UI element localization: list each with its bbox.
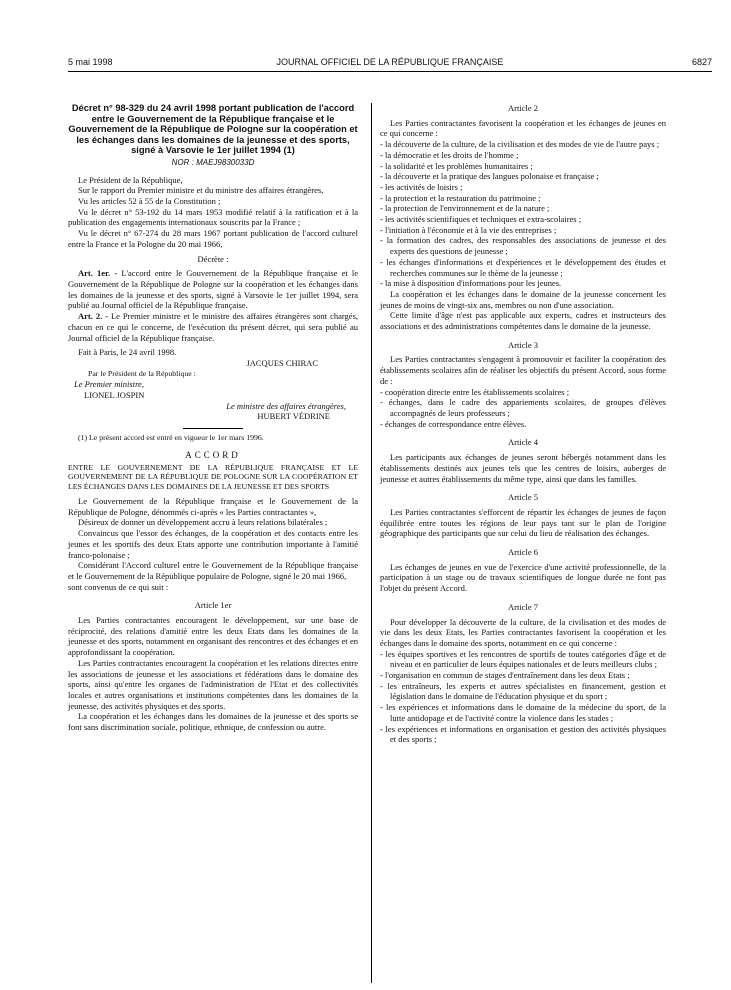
list-item: - les expériences et informations en organisation et gestion des activités physiques et des sports ; [380, 723, 666, 745]
accord-preamble-1: Le Gouvernement de la République française et le Gouvernement de la République de Pologne, dénommés ci-après « les Parties contractantes », [68, 496, 358, 517]
decree-article-1-text: L'accord entre le Gouvernement de la République française et le Gouvernement de la République de Pologne sur la coopération et les échanges dans les domaines de la jeunesse et des sports, signé à Varsovie le 1er juillet 1994, sera publié au Journal officiel de la République française. [68, 268, 358, 311]
accord-article-6-heading: Article 6 [508, 547, 538, 558]
list-item: - la protection de l'environnement et de la nature ; [380, 203, 550, 214]
nor-reference: NOR : MAEJ9830033D [171, 157, 255, 167]
accord-article-1-para-3: La coopération et les échanges dans les domaines de la jeunesse et des sports se font sans discrimination sociale, politique, ethnique, de confession ou autre. [68, 711, 358, 733]
par-le-president: Par le Président de la République : [88, 368, 196, 378]
decree-article-2-label: Art. 2. - [78, 311, 108, 322]
accord-article-4-text: Les participants aux échanges de jeunes seront hébergés notamment dans les établissements destinés aux jeunes tels que les centres de loisirs, auberges de jeunesse et autres établissements du même type, ainsi que dans les familles. [380, 452, 666, 484]
accord-article-4-heading: Article 4 [508, 437, 538, 448]
list-item: - les expériences et informations dans le domaine de la médecine du sport, de la lutte antidopage et de l'activité contre la violence dans les stades ; [380, 702, 666, 723]
decree-preamble-4: Vu le décret n° 53-192 du 14 mars 1953 modifié relatif à la ratification et à la publication des engagements internationaux souscrits par la France ; [68, 206, 358, 228]
accord-preamble-2: Désireux de donner un développement accru à leurs relations bilatérales ; [78, 517, 328, 528]
list-item: - les activités de loisirs ; [380, 181, 463, 192]
list-item: - la protection et la restauration du patrimoine ; [380, 192, 541, 203]
signature-jospin: LIONEL JOSPIN [84, 390, 145, 401]
accord-article-2-intro: Les Parties contractantes favorisent la coopération et les échanges de jeunes en ce qui concerne : [380, 117, 666, 139]
accord-article-5-text: Les Parties contractantes s'efforcent de répartir les échanges de jeunes de façon équilibrée entre toutes les régions de leur pays tant sur le plan de l'origine géographique des participants que sur celui du lieu de réalisation des échanges. [380, 506, 666, 539]
footnote-rule [183, 428, 243, 429]
list-item: - la démocratie et les droits de l'homme ; [380, 149, 519, 160]
accord-article-1-para-1: Les Parties contractantes encouragent le développement, sur une base de réciprocité, des relations d'amitié entre les deux Etats dans les domaines de la jeunesse et des sports, notamment en organisant des rencontres et des échanges et en approfondissant la coopération. [68, 615, 358, 658]
header-journal-title: JOURNAL OFFICIEL DE LA RÉPUBLIQUE FRANÇAISE [276, 57, 504, 67]
accord-article-5-heading: Article 5 [508, 492, 538, 503]
accord-preamble-5: sont convenus de ce qui suit : [68, 581, 169, 592]
list-item: - la découverte et la pratique des langues polonaise et française ; [380, 171, 599, 182]
list-item: - la mise à disposition d'informations pour les jeunes. [380, 278, 562, 289]
list-item: - les échanges d'informations et d'expériences et le développement des études et recherches communes sur le thème de la jeunesse ; [380, 256, 666, 278]
accord-article-1-heading: Article 1er [194, 600, 232, 611]
accord-article-2-para-2: La coopération et les échanges dans le domaine de la jeunesse concernent les jeunes de moins de vingt-six ans, membres ou non d'une association. [380, 288, 666, 310]
accord-article-7-heading: Article 7 [508, 601, 538, 612]
footnote: (1) Le présent accord est entré en vigueur le 1er mars 1996. [78, 433, 264, 443]
decrete-heading: Décrète : [197, 253, 229, 264]
column-divider [371, 103, 372, 983]
accord-article-1-para-2: Les Parties contractantes encouragent la coopération et les relations directes entre les associations de jeunesse et les associations et fédérations dans le domaine des sports, ainsi qu'entre les organes de l'administration de l'Etat et des collectivités locales et autres organisations et institutions compétentes dans les domaines de la jeunesse, des activités physiques et des sports. [68, 657, 358, 711]
decree-preamble-2: Sur le rapport du Premier ministre et du ministre des affaires étrangères, [78, 185, 324, 196]
list-item: - les entraîneurs, les experts et autres spécialistes en financement, gestion et législation dans le domaine de l'éducation physique et du sport ; [380, 680, 666, 702]
header-page-number: 6827 [691, 57, 712, 67]
decree-article-1 [68, 268, 358, 311]
ministre-affaires-etrangeres-label: Le ministre des affaires étrangères, [226, 400, 346, 411]
accord-article-6-text: Les échanges de jeunes en vue de l'exercice d'une activité professionnelle, de la participation à un stage ou de travaux scientifiques de longue durée ne font pas l'objet du présent Accord. [380, 561, 666, 594]
accord-preamble-3: Convaincus que l'essor des échanges, de la coopération et des contacts entre les jeunes et les sportifs des deux Etats apporte une contribution importante à l'amitié franco-polonaise ; [68, 528, 358, 560]
accord-article-2-heading: Article 2 [508, 103, 538, 113]
list-item: - échanges de correspondance entre élèves. [380, 418, 527, 429]
decree-preamble-3: Vu les articles 52 à 55 de la Constitution ; [78, 196, 221, 207]
decree-article-1-label: Art. 1er. - [78, 268, 118, 279]
list-item: - échanges, dans le cadre des appariements scolaires, de groupes d'élèves accompagnés de leurs professeurs ; [380, 397, 666, 418]
decree-article-2-text: Le Premier ministre et le ministre des affaires étrangères sont chargés, chacun en ce qui le concerne, de l'exécution du présent décret, qui sera publié au Journal officiel de la République française. [68, 311, 358, 343]
decree-preamble-5: Vu le décret n° 67-274 du 28 mars 1967 portant publication de l'accord culturel entre la France et la Pologne du 20 mai 1966, [68, 228, 358, 249]
header-date: 5 mai 1998 [68, 57, 113, 67]
signature-president: JACQUES CHIRAC [246, 357, 318, 368]
list-item: - la solidarité et les problèmes humanitaires ; [380, 160, 533, 171]
list-item: - les activités scientifiques et techniques et extra-scolaires ; [380, 214, 582, 225]
signature-vedrine: HUBERT VÉDRINE [257, 411, 330, 422]
accord-title: ENTRE LE GOUVERNEMENT DE LA RÉPUBLIQUE FRANÇAISE ET LE GOUVERNEMENT DE LA RÉPUBLIQUE DE POLOGNE SUR LA COOPÉRATION ET LES ÉCHANGES DANS LES DOMAINES DE LA JEUNESSE ET DES SPORTS [68, 462, 358, 491]
list-item: - les équipes sportives et les rencontres de sportifs de toutes catégories d'âge et de niveau et en particulier de leurs équipes nationales et de leurs meilleurs clubs ; [380, 648, 666, 670]
decree-title: Décret n° 98-329 du 24 avril 1998 portant publication de l'accord entre le Gouvernement de la République française et le Gouvernement de la République de Pologne sur la coopération et les échanges dans les domaines de la jeunesse et des sports, signé à Varsovie le 1er juillet 1994 (1) [68, 103, 358, 156]
list-item: - l'organisation en commun de stages d'entraînement dans les deux Etats ; [380, 670, 630, 681]
decree-preamble-1: Le Président de la République, [78, 174, 183, 185]
decree-article-2 [68, 311, 358, 343]
accord-article-2-list [380, 139, 666, 289]
fait-a-paris: Fait à Paris, le 24 avril 1998. [78, 347, 177, 358]
header-rule [68, 71, 712, 72]
accord-article-2-para-3: Cette limite d'âge n'est pas applicable aux experts, cadres et instructeurs des associations et des administrations compétentes dans le domaine de la jeunesse. [380, 310, 666, 332]
list-item: - coopération directe entre les établissements scolaires ; [380, 386, 570, 397]
accord-preamble-4: Considérant l'Accord culturel entre le Gouvernement de la République française et le Gouvernement de la République populaire de Pologne, signé le 20 mai 1966, [68, 560, 358, 581]
accord-article-3-heading: Article 3 [508, 339, 538, 350]
list-item: - l'initiation à l'économie et à la vie des entreprises ; [380, 224, 557, 235]
accord-article-3-intro: Les Parties contractantes s'engagent à promouvoir et faciliter la coopération des établissements scolaires afin de réaliser les objectifs du présent Accord, sous forme de : [380, 354, 666, 386]
accord-heading: ACCORD [185, 449, 241, 460]
accord-article-7-intro: Pour développer la découverte de la culture, de la civilisation et des modes de vie dans les deux Etats, les Parties contractantes favorisent la coopération et les échanges dans le domaine des sports, notamment en ce qui concerne : [380, 616, 666, 648]
premier-ministre-label: Le Premier ministre, [74, 379, 144, 390]
list-item: - la formation des cadres, des responsables des associations de jeunesse et des experts des questions de jeunesse ; [380, 235, 666, 257]
left-column [68, 103, 358, 733]
right-column [380, 103, 666, 745]
list-item: - la découverte de la culture, de la civilisation et des modes de vie de l'autre pays ; [380, 139, 660, 150]
